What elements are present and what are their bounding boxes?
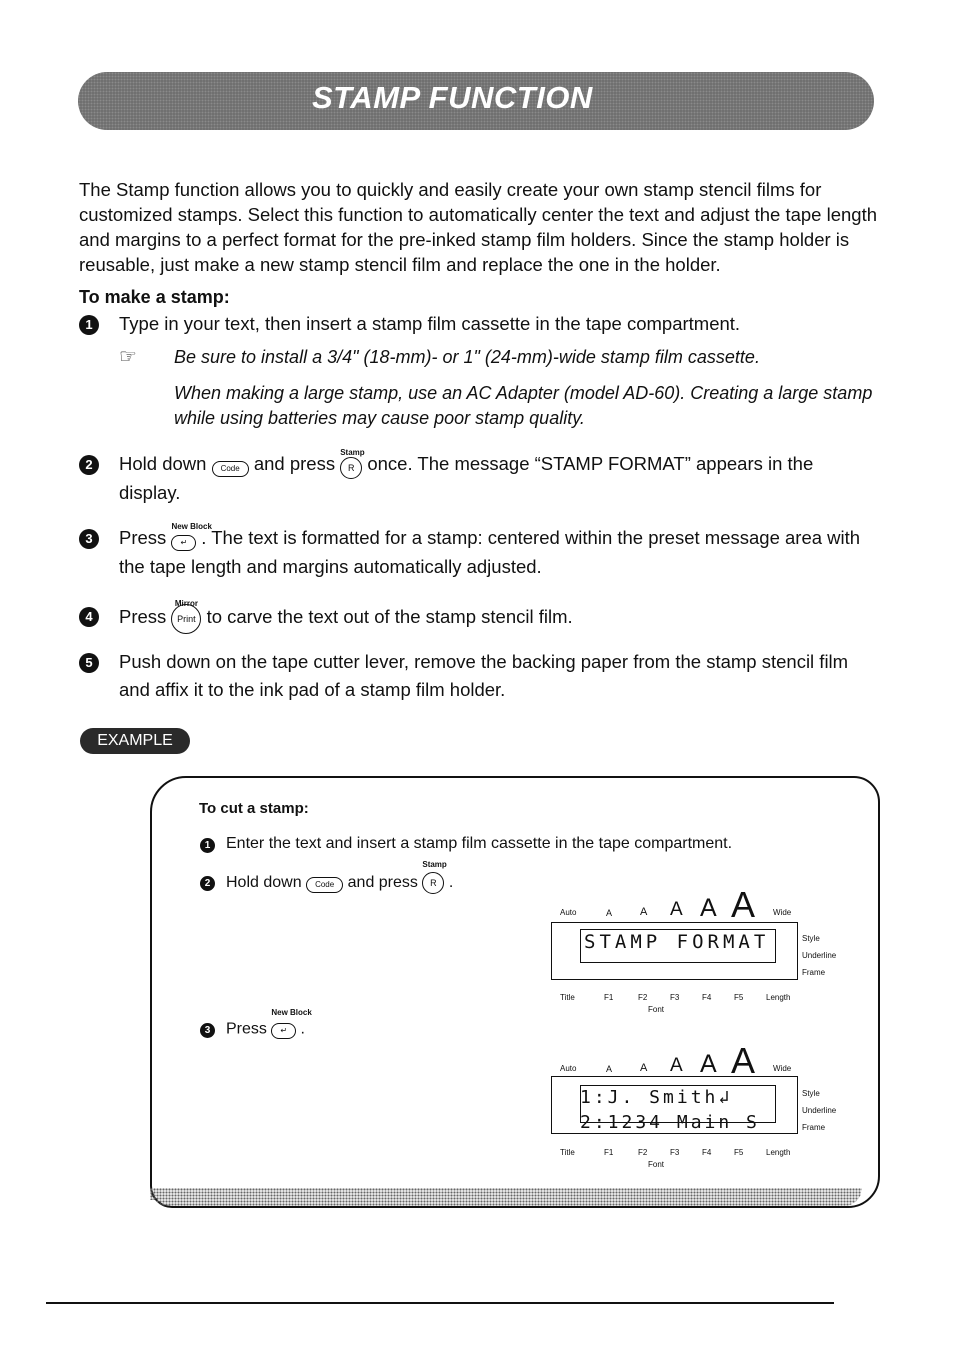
pointing-hand-icon: ☞: [119, 346, 137, 368]
step-5-number: 5: [79, 653, 99, 673]
note-adapter: When making a large stamp, use an AC Adapter (model AD-60). Creating a large stamp while using batteries may cause poor stamp quality.: [174, 383, 873, 428]
lcd2-line-1: 1:J. Smith↲: [580, 1087, 733, 1108]
make-stamp-heading: To make a stamp:: [79, 287, 230, 307]
page-title: STAMP FUNCTION: [312, 80, 593, 115]
footer-rule: [46, 1302, 834, 1304]
r-stamp-key-icon: Stamp R: [340, 451, 362, 479]
step-5-text: Push down on the tape cutter lever, remove the backing paper from the stamp stencil film and affix it to the ink pad of a stamp film holder.: [119, 651, 849, 700]
step-2-text: Hold down Code and press Stamp R once. The message “STAMP FORMAT” appears in the display.: [119, 448, 814, 504]
example-step-3-number: 3: [200, 1023, 215, 1038]
step-3-text: Press New Block ↵ . The text is formatted for a stamp: centered within the preset message area with the tape length and margins automatically adjusted.: [119, 522, 861, 578]
example-step-2-text: Hold down Code and press Stamp R .: [226, 872, 453, 894]
new-block-key-icon: New Block ↵: [271, 1020, 296, 1039]
lcd1-side-labels: Style Underline Frame: [802, 934, 837, 977]
step-1-number: 1: [79, 315, 99, 335]
lcd2-line-2: 2:1234 Main S: [580, 1112, 760, 1133]
example-step-3-text: Press New Block ↵ .: [226, 1008, 312, 1038]
lcd1-text: STAMP FORMAT: [584, 931, 770, 953]
example-step-2-number: 2: [200, 876, 215, 891]
example-step-1-number: 1: [200, 838, 215, 853]
step-4-number: 4: [79, 607, 99, 627]
step-1-text: Type in your text, then insert a stamp film cassette in the tape compartment.: [119, 313, 741, 334]
print-key-icon: Mirror Print: [171, 602, 201, 634]
example-step-1-text: Enter the text and insert a stamp film cassette in the tape compartment.: [226, 835, 733, 852]
code-key-icon: Code: [212, 451, 249, 479]
note-cassette: Be sure to install a 3/4" (18-mm)- or 1" (24-mm)-wide stamp film cassette.: [174, 347, 760, 367]
r-stamp-key-icon: Stamp R: [422, 872, 444, 894]
code-key-icon: Code: [306, 874, 343, 893]
intro-paragraph: The Stamp function allows you to quickly and easily create your own stamp stencil films for customized stamps. Select this function to automatically center the text and adjust the tape length and margins to a perfect format for the pre-inked stamp film holders. Since the stamp holder is reusable, just make a new stamp stencil film and replace the one in the holder.: [79, 179, 878, 275]
lcd2-side-labels: Style Underline Frame: [802, 1089, 837, 1132]
step-4-text: Press Mirror Print to carve the text out of the stamp stencil film.: [119, 602, 877, 634]
new-block-key-icon: New Block ↵: [171, 525, 196, 553]
step-2-number: 2: [79, 455, 99, 475]
example-heading: To cut a stamp:: [199, 800, 309, 817]
example-shadow-bottom: [150, 1188, 862, 1206]
example-badge: EXAMPLE: [80, 728, 190, 754]
step-3-number: 3: [79, 529, 99, 549]
